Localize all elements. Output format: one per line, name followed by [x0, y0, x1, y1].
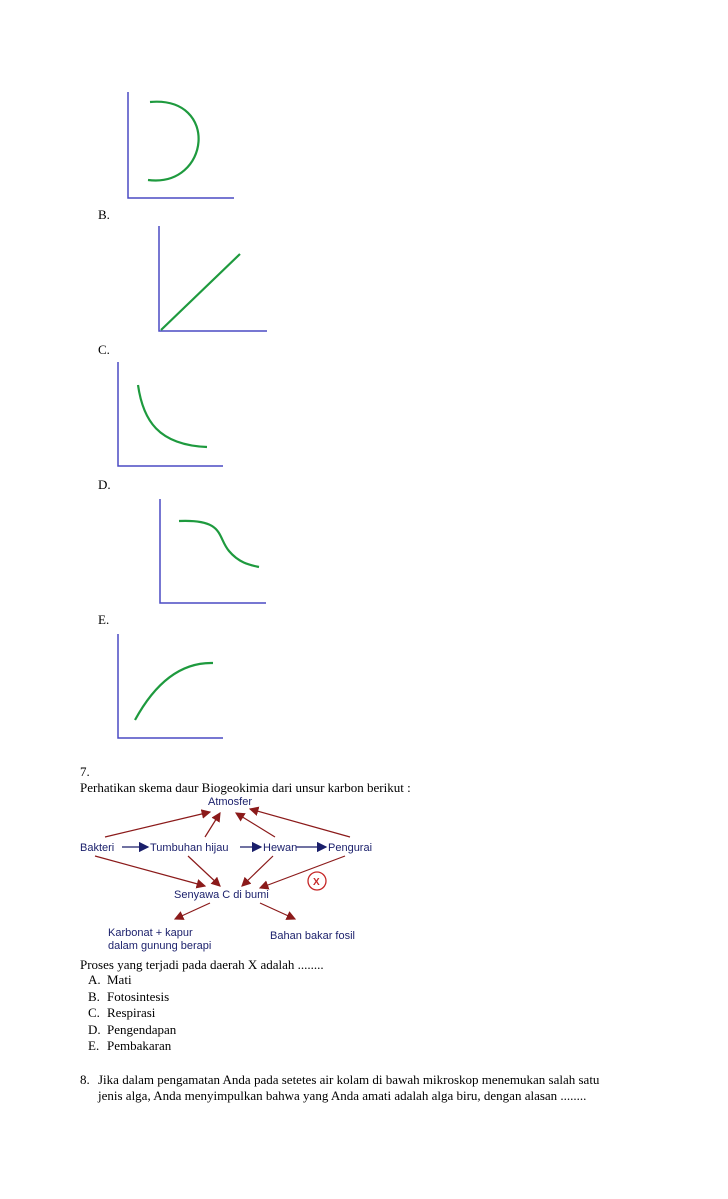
arrow-bakteri-atmosfer — [105, 812, 210, 837]
arrow-senyawa-karbonat — [175, 903, 210, 919]
graph-option-a — [120, 90, 240, 202]
arrow-tumbuhan-senyawa — [188, 856, 220, 886]
option-b-letter: B. — [88, 988, 100, 1004]
option-e — [88, 1038, 176, 1055]
option-d-text: Pengendapan — [107, 1021, 177, 1037]
arrow-senyawa-bahan-bakar — [260, 903, 295, 919]
question-8-line2: jenis alga, Anda menyimpulkan bahwa yang Anda amati adalah alga biru, dengan alasan ........ — [98, 1088, 587, 1103]
option-a-text: Mati — [107, 972, 132, 987]
graph-c-axes — [118, 362, 223, 466]
node-bahan-bakar: Bahan bakar fosil — [270, 930, 355, 942]
node-senyawa: Senyawa C di bumi — [174, 889, 269, 901]
graph-label-b: B. — [98, 207, 110, 222]
option-a-letter: A. — [88, 972, 101, 987]
option-a — [88, 972, 176, 989]
question-7-stem: Proses yang terjadi pada daerah X adalah ........ — [80, 957, 324, 972]
option-b — [88, 989, 176, 1006]
option-e-text: Pembakaran — [107, 1038, 172, 1053]
node-atmosfer: Atmosfer — [208, 796, 253, 808]
graph-e-axes — [118, 634, 223, 738]
question-7-number: 7. — [80, 764, 90, 779]
graph-e-curve — [135, 663, 213, 720]
node-bakteri: Bakteri — [80, 842, 115, 854]
question-7-prompt: Perhatikan skema daur Biogeokimia dari unsur karbon berikut : — [80, 780, 411, 795]
arrow-pengurai-senyawa — [260, 856, 345, 888]
node-hewan: Hewan — [263, 842, 298, 854]
question-8-line1: Jika dalam pengamatan Anda pada setetes air kolam di bawah mikroskop menemukan salah satu — [98, 1072, 600, 1087]
arrow-pengurai-atmosfer — [250, 809, 350, 837]
graph-label-e: E. — [98, 612, 110, 627]
graph-d-curve — [179, 521, 259, 567]
x-marker-label: X — [313, 877, 320, 888]
arrow-tumbuhan-atmosfer — [205, 813, 220, 837]
question-8-number: 8. — [80, 1072, 90, 1087]
graph-d-svg — [155, 497, 270, 607]
graph-d-axes — [160, 499, 266, 603]
option-c-letter: C. — [88, 1005, 100, 1020]
graph-option-e — [113, 632, 228, 742]
arrow-hewan-senyawa — [242, 856, 273, 886]
graph-b-curve — [161, 254, 240, 330]
graph-b-svg — [155, 224, 270, 334]
arrow-hewan-atmosfer — [236, 813, 275, 837]
option-d — [88, 1022, 176, 1039]
graph-label-d: D. — [98, 477, 111, 492]
graph-e-svg — [113, 632, 228, 742]
node-karbonat-1: Karbonat + kapur — [108, 927, 193, 939]
node-pengurai: Pengurai — [328, 842, 373, 854]
graph-option-c — [113, 360, 228, 470]
option-b-text: Fotosintesis — [107, 988, 170, 1004]
carbon-cycle-diagram — [70, 792, 380, 954]
option-c-text: Respirasi — [107, 1005, 156, 1020]
graph-option-d — [155, 497, 270, 607]
node-tumbuhan: Tumbuhan hijau — [150, 842, 229, 854]
graph-label-c: C. — [98, 342, 110, 357]
graph-c-curve — [138, 385, 207, 447]
graph-option-b — [155, 224, 270, 334]
question-7-options — [88, 972, 176, 1055]
graph-c-svg — [113, 360, 228, 470]
option-e-letter: E. — [88, 1038, 100, 1053]
graph-a-curve — [148, 102, 199, 181]
option-d-letter: D. — [88, 1021, 101, 1037]
arrow-bakteri-senyawa — [95, 856, 205, 886]
option-c — [88, 1005, 176, 1022]
graph-a-svg — [120, 90, 240, 202]
carbon-cycle-svg — [70, 792, 380, 954]
node-karbonat-2: dalam gunung berapi — [108, 940, 212, 952]
